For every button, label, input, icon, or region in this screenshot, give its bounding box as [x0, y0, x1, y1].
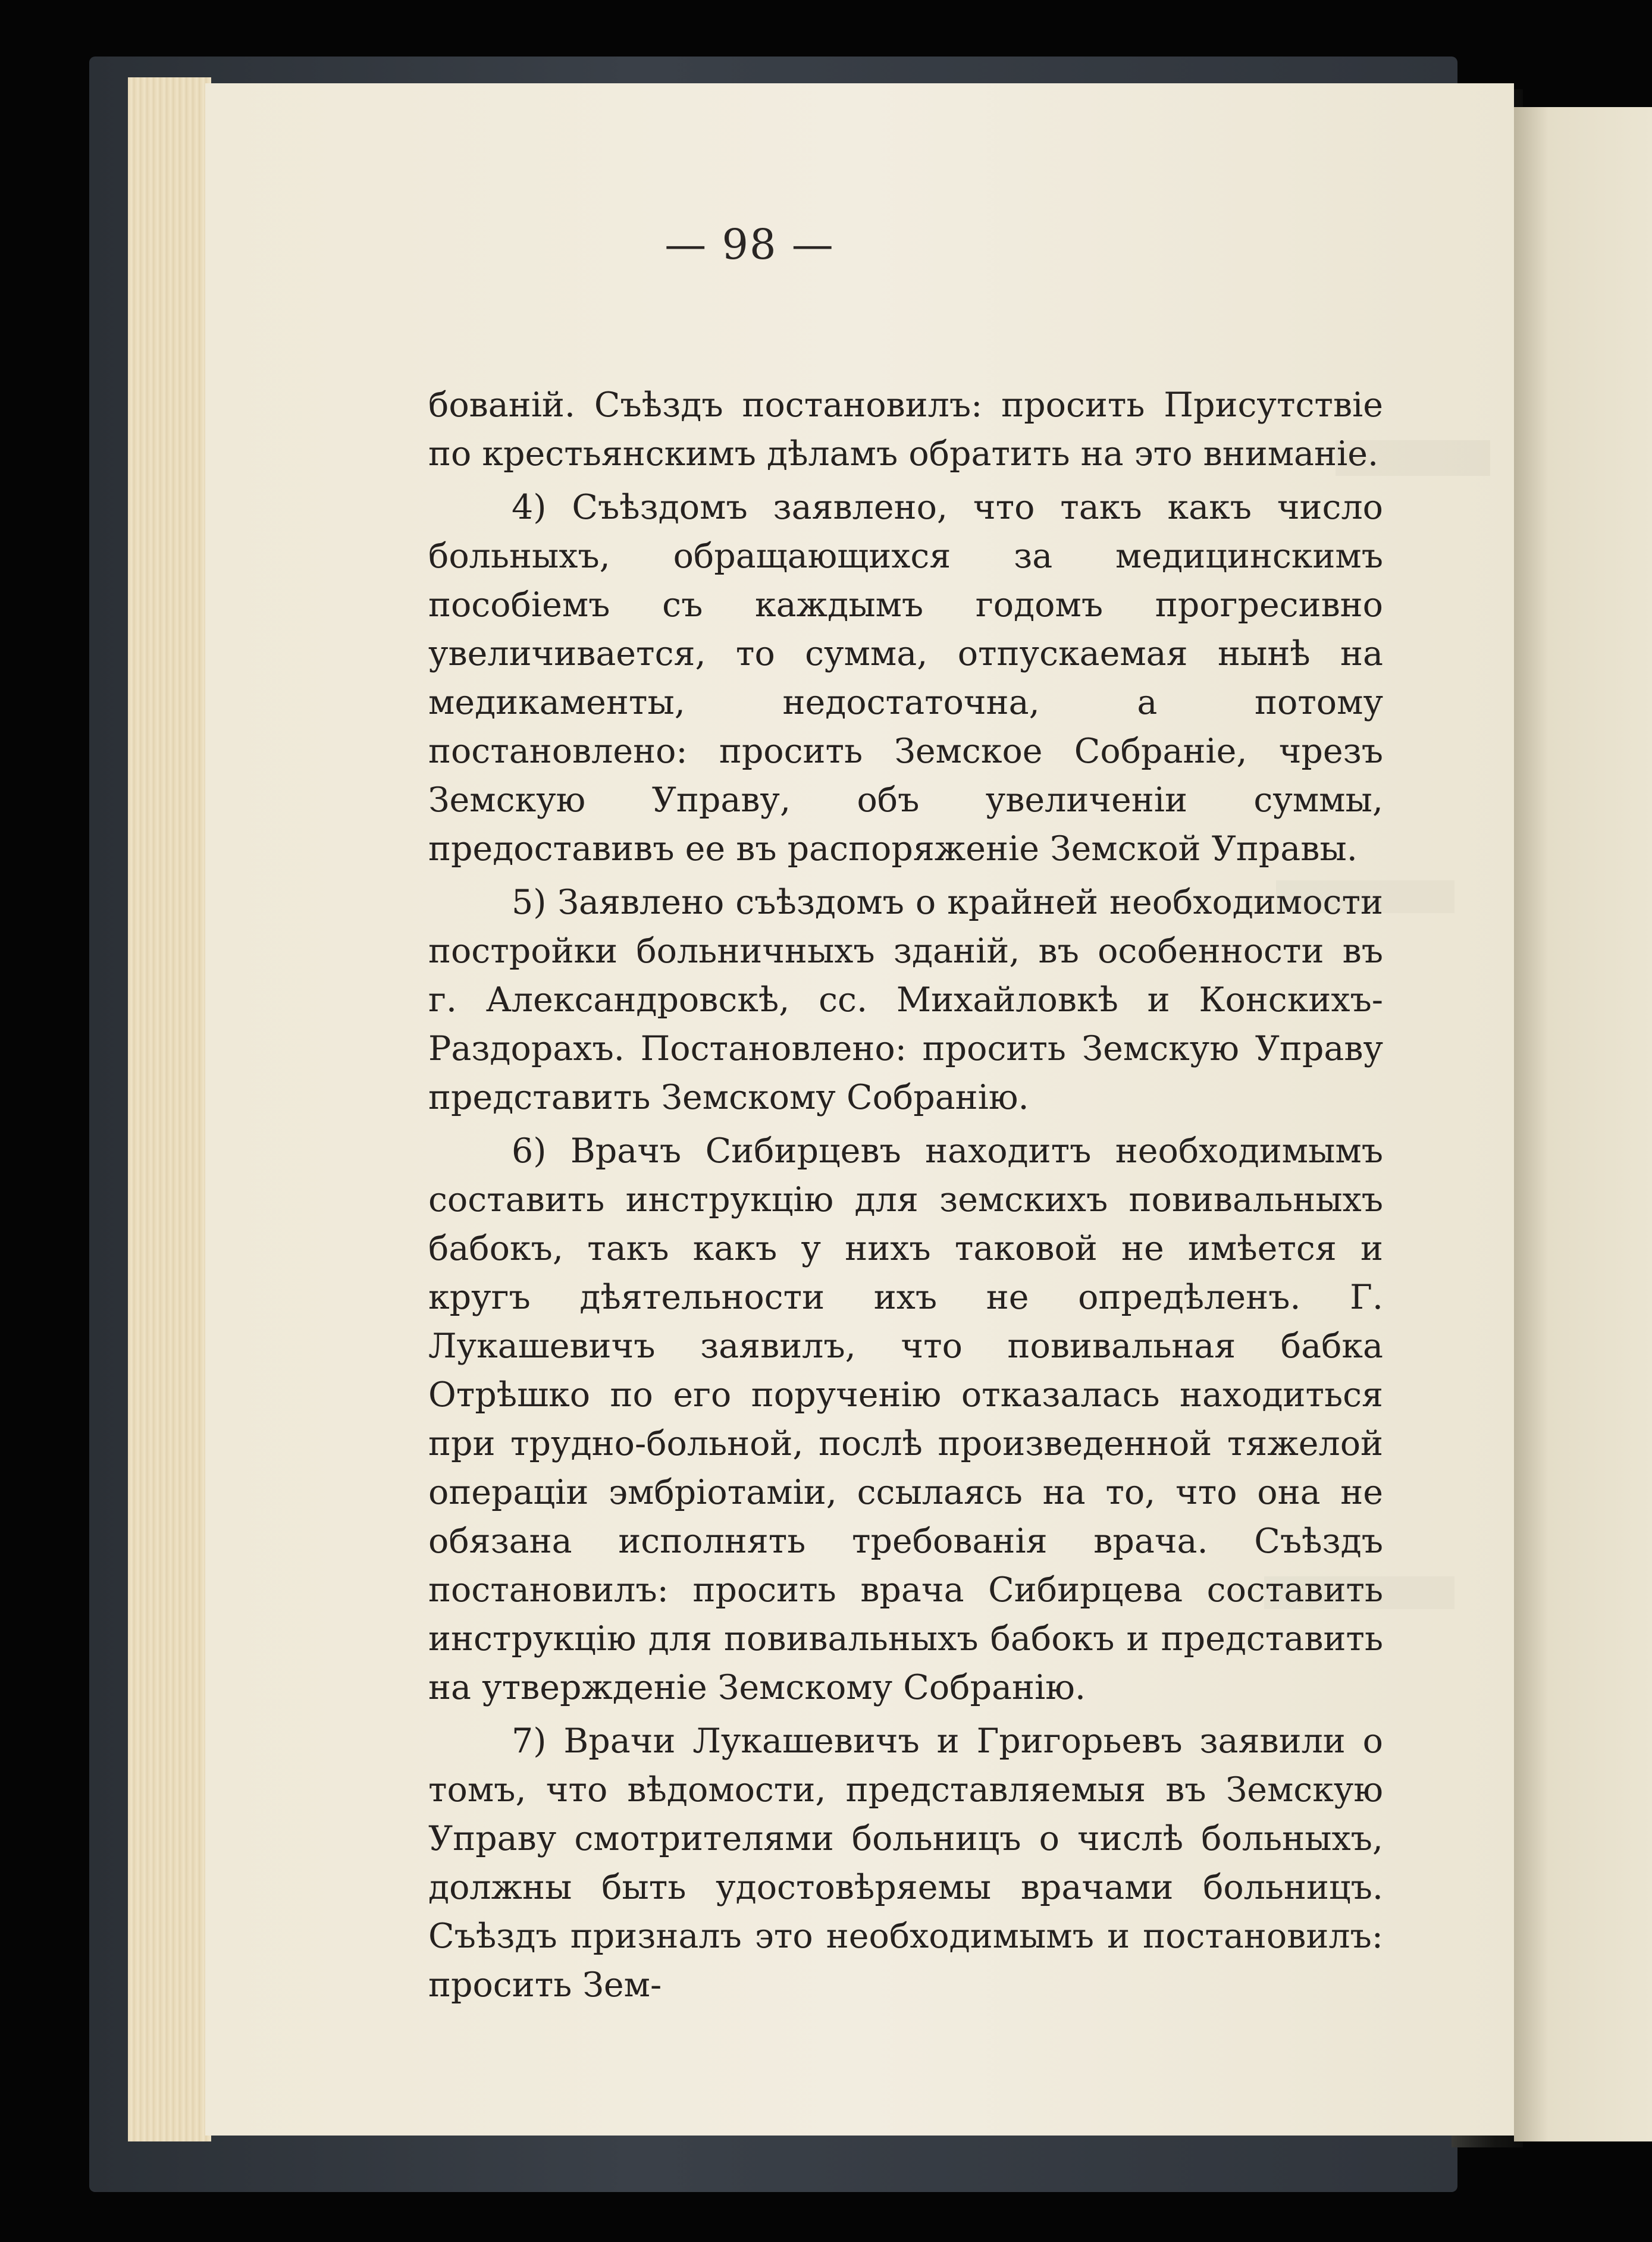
paragraph-item-5: 5) Заявлено съѣздомъ о крайней необходимости постройки больничныхъ зданій, въ особенности въ г. Александровскѣ, сс. Михайловкѣ и Конскихъ-Раздорахъ. Постановлено: просить Земскую Управу представить Земскому Собранію.	[428, 883, 1383, 1117]
page-number: — 98 —	[664, 220, 835, 269]
paragraph-item-7: 7) Врачи Лукашевичъ и Григорьевъ заявили о томъ, что вѣдомости, представляемыя въ Земскую Управу смотрителями больницъ о числѣ больныхъ, должны быть удостовѣряемы врачами больницъ. Съѣздъ призналъ это необходимымъ и постановилъ: просить Зем-	[428, 1722, 1383, 2005]
facing-page-edge	[1514, 107, 1652, 2141]
paragraph-item-4: 4) Съѣздомъ заявлено, что такъ какъ число больныхъ, обращающихся за медицинскимъ пособіемъ съ каждымъ годомъ прогресивно увеличивается, то сумма, отпускаемая нынѣ на медикаменты, недостаточна, а потому постановлено: просить Земское Собраніе, чрезъ Земскую Управу, объ увеличеніи суммы, предоставивъ ее въ распоряженіе Земской Управы.	[428, 488, 1383, 868]
body-text	[428, 381, 1383, 2014]
paragraph-continuation: бованій. Съѣздъ постановилъ: просить Присутствіе по крестьянскимъ дѣламъ обратить на это вниманіе.	[428, 385, 1383, 474]
page-stack-edge	[128, 77, 211, 2141]
paragraph-item-6: 6) Врачъ Сибирцевъ находитъ необходимымъ составить инструкцію для земскихъ повивальныхъ бабокъ, такъ какъ у нихъ таковой не имѣется и кругъ дѣятельности ихъ не опредѣленъ. Г. Лукашевичъ заявилъ, что повивальная бабка Отрѣшко по его порученію отказалась находиться при трудно-больной, послѣ произведенной тяжелой операціи эмбріотаміи, ссылаясь на то, что она не обязана исполнять требованія врача. Съѣздъ постановилъ: просить врача Сибирцева составить инструкцію для повивальныхъ бабокъ и представить на утвержденіе Земскому Собранію.	[428, 1131, 1383, 1707]
